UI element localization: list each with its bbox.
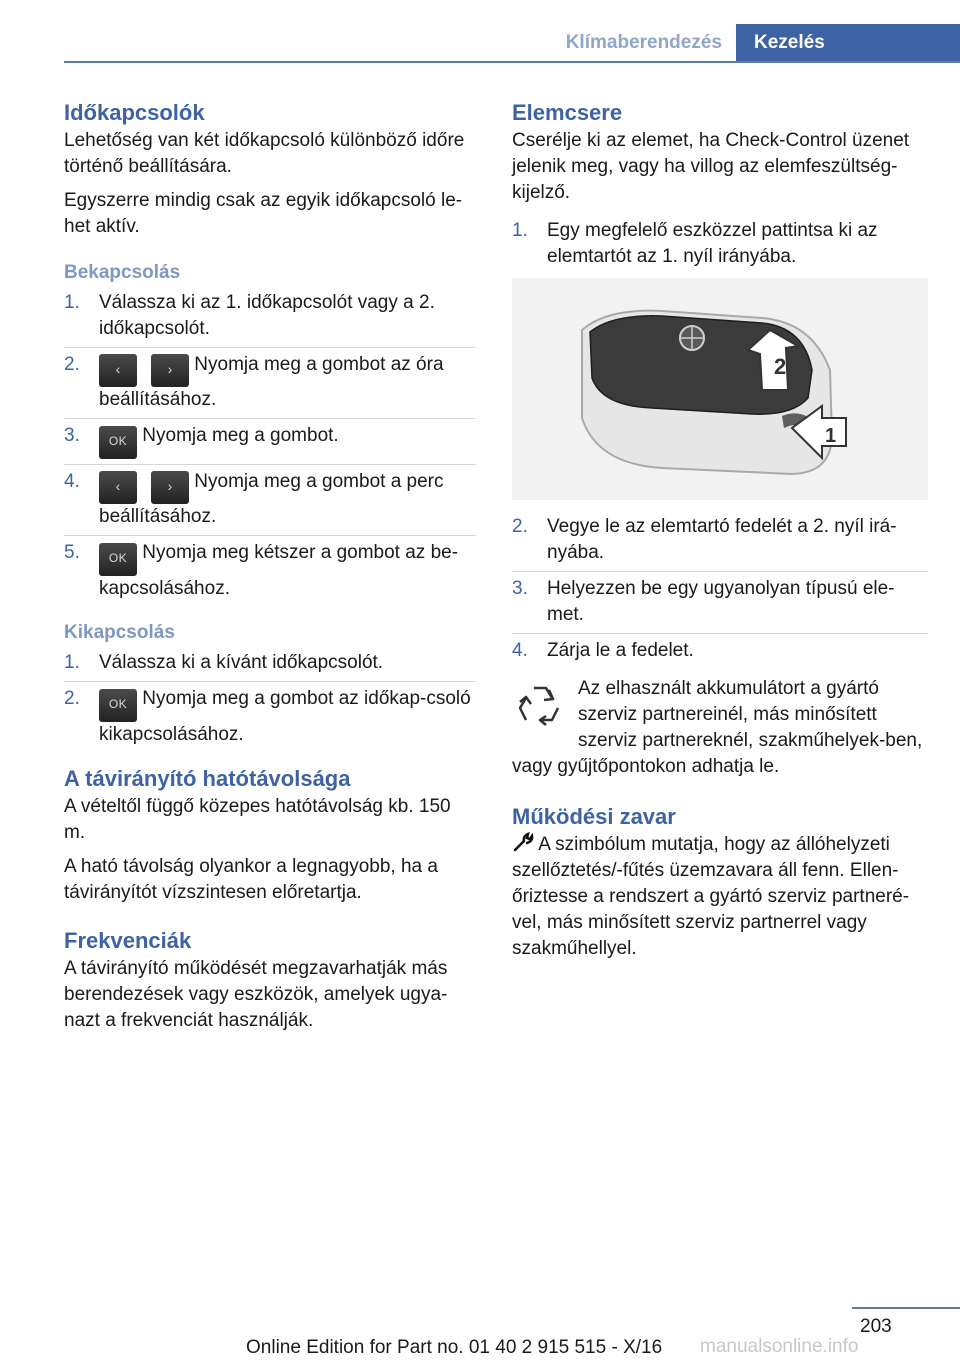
switch-on-steps	[64, 290, 476, 602]
list-item	[64, 686, 476, 748]
ok-key-icon: OK	[99, 689, 137, 722]
recycle-text: Az elhasznált akkumulátort a gyártó szerviz partnereinél, más minősített szerviz partnereknél, szakműhelyek-ben, vagy gyűjtőpontokon adhatja le.	[512, 678, 923, 777]
step-text: Válassza ki a kívánt időkapcsolót.	[99, 652, 384, 673]
step-text: Helyezzen be egy ugyanolyan típusú ele-met.	[547, 578, 895, 625]
page-number: 203	[860, 1316, 892, 1337]
switch-off-heading: Kikapcsolás	[64, 622, 175, 643]
step-text: Nyomja meg kétszer a gombot az be-kapcsolásához.	[99, 542, 459, 599]
frequencies-paragraph: A távirányító működését megzavarhatják más berendezések vagy eszközök, amelyek ugya-nazt a frekvenciát használják.	[64, 958, 448, 1031]
list-item	[64, 423, 476, 459]
arrow-1-label: 1	[825, 425, 837, 447]
step-number: 4.	[64, 471, 80, 492]
step-text: Nyomja meg a gombot a perc beállításához.	[99, 471, 444, 527]
chapter-tab: Kezelés	[736, 24, 960, 63]
key-fob-figure	[512, 278, 928, 500]
page-header	[0, 24, 960, 62]
fault-paragraph	[512, 832, 928, 962]
list-item	[64, 650, 476, 676]
ok-key-icon: OK	[99, 426, 137, 459]
step-number: 2.	[64, 354, 80, 375]
battery-heading: Elemcsere	[512, 100, 623, 125]
battery-steps	[512, 514, 928, 664]
header-rule	[64, 61, 960, 63]
step-text: Vegye le az elemtartó fedelét a 2. nyíl irá-nyába.	[547, 516, 897, 563]
section-title: Klímaberendezés	[565, 32, 722, 53]
battery-paragraph: Cserélje ki az elemet, ha Check-Control üzenet jelenik meg, vagy ha villog az elemfeszültség-kijelző.	[512, 130, 910, 203]
divider	[512, 633, 928, 634]
divider	[64, 347, 476, 348]
step-number: 2.	[64, 688, 80, 709]
divider	[64, 535, 476, 536]
battery-step-1	[512, 218, 928, 270]
wrench-icon	[512, 832, 534, 852]
step-text: Zárja le a fedelet.	[547, 640, 694, 661]
edition-line: Online Edition for Part no. 01 40 2 915 515 - X/16	[246, 1337, 663, 1358]
switch-off-steps	[64, 650, 476, 748]
step-number: 1.	[512, 220, 528, 241]
range-heading: A távirányító hatótávolsága	[64, 766, 351, 791]
arrow-right-key-icon: ›	[151, 354, 189, 387]
range-paragraph-1: A vételtől függő közepes hatótávolság kb. 150 m.	[64, 796, 451, 843]
list-item	[512, 638, 928, 664]
arrow-right-key-icon: ›	[151, 471, 189, 504]
arrow-2-label: 2	[774, 354, 787, 379]
switch-on-heading: Bekapcsolás	[64, 262, 181, 283]
step-number: 3.	[512, 578, 528, 599]
list-item	[64, 290, 476, 342]
ok-key-icon: OK	[99, 543, 137, 576]
list-item	[64, 352, 476, 413]
step-number: 2.	[512, 516, 528, 537]
list-item	[64, 540, 476, 602]
timers-paragraph-1: Lehetőség van két időkapcsoló különböző időre történő beállítására.	[64, 130, 465, 177]
fault-text: A szimbólum mutatja, hogy az állóhelyzeti szellőztetés/-fűtés üzemzavara áll fenn. Ellen-őriztesse a rendszert a gyártó szerviz partneré-vel, más minősített szerviz partnerrel vagy szakműhellyel.	[512, 834, 910, 959]
step-text: Egy megfelelő eszközzel pattintsa ki az elemtartót az 1. nyíl irányába.	[547, 220, 878, 267]
divider	[64, 681, 476, 682]
step-number: 3.	[64, 425, 80, 446]
recycle-note	[512, 676, 928, 780]
step-text: Nyomja meg a gombot az időkap-csoló kikapcsolásához.	[99, 688, 471, 745]
step-number: 1.	[64, 652, 80, 673]
step-number: 1.	[64, 292, 80, 313]
list-item	[512, 576, 928, 628]
fault-heading: Működési zavar	[512, 804, 676, 829]
step-text: Válassza ki az 1. időkapcsolót vagy a 2. időkapcsolót.	[99, 292, 435, 339]
right-column	[512, 98, 928, 970]
frequencies-heading: Frekvenciák	[64, 928, 192, 953]
list-item	[512, 514, 928, 566]
timers-paragraph-2: Egyszerre mindig csak az egyik időkapcsoló le-het aktív.	[64, 190, 463, 237]
divider	[512, 571, 928, 572]
left-column	[64, 98, 476, 1042]
step-number: 4.	[512, 640, 528, 661]
divider	[64, 464, 476, 465]
footer-rule	[852, 1307, 960, 1309]
arrow-left-key-icon: ‹	[99, 471, 137, 504]
watermark: manualsonline.info	[700, 1336, 859, 1357]
arrow-left-key-icon: ‹	[99, 354, 137, 387]
list-item	[512, 218, 928, 270]
step-number: 5.	[64, 542, 80, 563]
key-fob-illustration	[512, 278, 928, 500]
timers-heading: Időkapcsolók	[64, 100, 205, 125]
step-text: Nyomja meg a gombot.	[137, 425, 339, 446]
recycle-icon	[512, 678, 568, 734]
list-item	[64, 469, 476, 530]
range-paragraph-2: A ható távolság olyankor a legnagyobb, ha a távirányítót vízszintesen előretartja.	[64, 856, 438, 903]
step-text: Nyomja meg a gombot az óra beállításához.	[99, 354, 444, 410]
divider	[64, 418, 476, 419]
